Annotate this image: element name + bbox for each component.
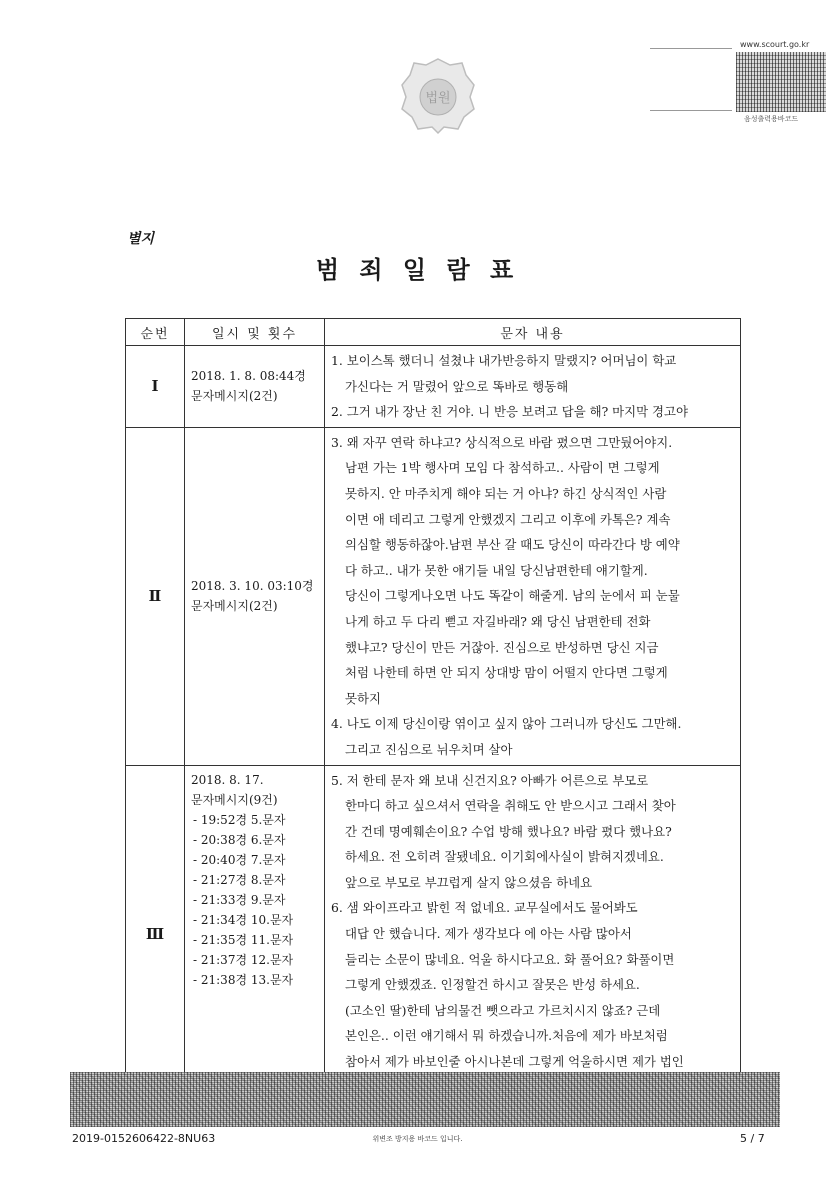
message-line: 4. 나도 이제 당신이랑 엮이고 싶지 않아 그러니까 당신도 그만해. — [331, 716, 682, 732]
message-line: 본인은.. 이런 얘기해서 뭐 하겠습니까.처음에 제가 바보처럼 — [345, 1028, 668, 1044]
datetime-line: 문자메시지(2건) — [191, 389, 278, 404]
document-id: 2019-0152606422-8NU63 — [72, 1132, 216, 1145]
message-line: 6. 샘 와이프라고 밝힌 적 없네요. 교무실에서도 물어봐도 — [331, 900, 638, 916]
message-line: 1. 보이스톡 했더니 설쳤냐 내가반응하지 말랬지? 어머님이 학교 — [331, 353, 677, 368]
page-number: 5 / 7 — [740, 1132, 765, 1145]
message-line: 못하지. 안 마주치게 해야 되는 거 아냐? 하긴 상식적인 사람 — [345, 485, 667, 501]
row-message-content — [325, 346, 741, 428]
table-row — [126, 346, 741, 428]
table-header-row — [126, 319, 741, 346]
message-line: 2. 그거 내가 장난 친 거야. 니 반응 보려고 답을 해? 마지막 경고야 — [331, 404, 688, 420]
message-line: 이면 애 데리고 그렇게 안했겠지 그리고 이후에 카톡은? 계속 — [345, 511, 671, 527]
row-number: Ⅱ — [126, 427, 185, 765]
attachment-label: 별지 — [127, 231, 155, 247]
message-time-line: - 21:33경 9.문자 — [193, 892, 286, 907]
header-message-content: 문자 내용 — [325, 319, 741, 346]
row-number: Ⅲ — [126, 765, 185, 1103]
row-number: I — [126, 346, 185, 428]
datetime-line: 2018. 1. 8. 08:44경 — [191, 369, 306, 384]
message-time-line: - 21:34경 10.문자 — [193, 912, 294, 927]
message-line: 그리고 진심으로 뉘우치며 살아 — [345, 741, 513, 757]
datetime-line: 2018. 8. 17. — [191, 772, 264, 787]
court-seal-icon — [398, 55, 478, 135]
message-line: 가신다는 거 말렸어 앞으로 똑바로 행동해 — [345, 378, 569, 394]
message-time-line: - 21:27경 8.문자 — [193, 872, 286, 887]
datetime-line: 문자메시지(2건) — [191, 599, 278, 614]
message-line: 남편 가는 1박 행사며 모임 다 참석하고.. 사람이 면 그렇게 — [345, 460, 660, 476]
message-time-line: - 20:40경 7.문자 — [193, 852, 286, 867]
message-line: 당신이 그렇게나오면 나도 똑같이 해줄게. 남의 눈에서 피 눈물 — [345, 588, 680, 604]
message-line: 다 하고.. 내가 못한 얘기들 내일 당신남편한테 얘기할게. — [345, 562, 648, 578]
message-line: 하세요. 전 오히려 잘됐네요. 이기회에사실이 밝혀지겠네요. — [345, 849, 664, 865]
row-message-content — [325, 765, 741, 1103]
message-line: 간 건데 명예훼손이요? 수업 방해 했나요? 바람 폈다 했나요? — [345, 823, 672, 839]
row-message-content — [325, 427, 741, 765]
header-number: 순번 — [126, 319, 185, 346]
message-time-line: - 20:38경 6.문자 — [193, 832, 286, 847]
message-line: 참아서 제가 바보인줄 아시나본데 그렇게 억울하시면 제가 법인 — [345, 1054, 684, 1070]
message-line: 못하지 — [345, 690, 381, 706]
message-time-line: - 21:38경 13.문자 — [193, 972, 294, 987]
barcode-note: 위변조 방지용 바코드 입니다. — [372, 1135, 463, 1143]
message-line: 5. 저 한테 문자 왜 보내 신건지요? 아빠가 어른으로 부모로 — [331, 772, 649, 788]
court-site-url: www.scourt.go.kr — [740, 40, 810, 49]
message-line: 한마디 하고 싶으셔서 연락을 취해도 안 받으시고 그래서 찾아 — [345, 798, 676, 814]
message-line: 앞으로 부모로 부끄럽게 살지 않으셨음 하네요 — [345, 874, 593, 890]
header-rule-bottom — [650, 110, 732, 111]
message-time-line: - 21:37경 12.문자 — [193, 952, 294, 967]
message-line: 대답 안 했습니다. 제가 생각보다 에 아는 사람 많아서 — [345, 926, 632, 942]
message-line: 의심할 행동하잖아.남편 부산 갈 때도 당신이 따라간다 방 예약 — [345, 537, 680, 553]
svg-text:법원: 법원 — [425, 91, 451, 106]
header-rule-top — [650, 48, 732, 49]
message-line: 처럼 나한테 하면 안 되지 상대방 맘이 어떨지 안다면 그렇게 — [345, 665, 668, 681]
datetime-line: 문자메시지(9건) — [191, 792, 278, 807]
message-line: 그렇게 안했겠죠. 인정할건 하시고 잘못은 반성 하세요. — [345, 977, 640, 993]
crime-list-table — [125, 318, 741, 1103]
row-datetime — [185, 765, 325, 1103]
message-time-line: - 21:35경 11.문자 — [193, 932, 294, 947]
barcode-caption: 음성출력용바코드 — [744, 115, 799, 123]
message-time-line: - 19:52경 5.문자 — [193, 812, 286, 827]
header-datetime: 일시 및 횟수 — [185, 319, 325, 346]
message-line: 들리는 소문이 많네요. 억울 하시다고요. 화 풀어요? 화풀이면 — [345, 951, 675, 967]
datetime-line: 2018. 3. 10. 03:10경 — [191, 579, 314, 594]
anti-forgery-barcode — [70, 1072, 780, 1127]
table-row — [126, 765, 741, 1103]
message-line: (고소인 딸)한테 남의물건 뺏으라고 가르치시지 않죠? 근데 — [345, 1002, 661, 1018]
message-line: 나게 하고 두 다리 뻗고 자길바래? 왜 당신 남편한테 전화 — [345, 613, 651, 629]
message-line: 했냐고? 당신이 만든 거잖아. 진심으로 반성하면 당신 지금 — [345, 639, 659, 655]
page-title: 범 죄 일 람 표 — [315, 256, 520, 284]
message-line: 3. 왜 자꾸 연락 하냐고? 상식적으로 바람 폈으면 그만뒀어야지. — [331, 434, 673, 450]
table-row — [126, 427, 741, 765]
voice-output-barcode — [736, 52, 826, 112]
row-datetime — [185, 346, 325, 428]
row-datetime — [185, 427, 325, 765]
